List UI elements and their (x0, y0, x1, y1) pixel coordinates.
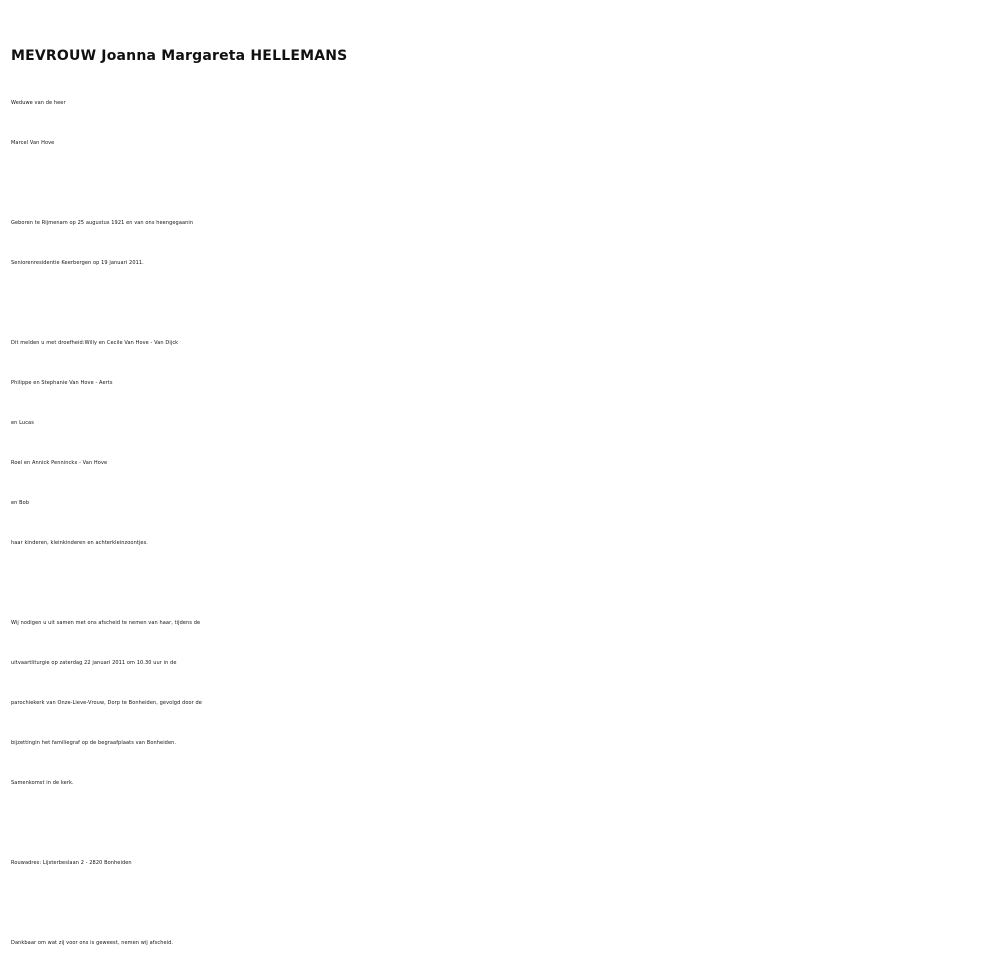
address-block (11, 843, 996, 883)
spouse-line-1: Weduwe van de heer (11, 100, 66, 106)
family-line: Dit melden u met droefheid:Willy en Cecile Van Hove - Van Dijck (11, 340, 179, 346)
mourning-address: Rouwadres: Lijsterbeslaan 2 - 2820 Bonheiden (11, 860, 132, 866)
spouse-block (11, 83, 996, 163)
birth-death-line-1: Geboren te Rijmenam op 25 augustus 1921 en van ons heengegaanin (11, 220, 194, 226)
closing-block (11, 923, 996, 963)
family-line: en Lucas (11, 420, 34, 426)
ceremony-line: parochiekerk van Onze-Lieve-Vrouw, Dorp te Bonheiden, gevolgd door de (11, 700, 202, 706)
family-line: Roel en Annick Penninckx - Van Hove (11, 460, 108, 466)
spacer (11, 883, 996, 923)
family-line: haar kinderen, kleinkinderen en achterkleinzoontjes. (11, 540, 148, 546)
deceased-name-title: MEVROUW Joanna Margareta HELLEMANS (11, 48, 348, 64)
birth-death-line-2: Seniorenresidentie Keerbergen op 19 januari 2011. (11, 260, 144, 266)
ceremony-line: bijzettingin het familiegraf op de begraafplaats van Bonheiden. (11, 740, 177, 746)
family-line: Philippe en Stephanie Van Hove - Aerts (11, 380, 113, 386)
closing-line: Dankbaar om wat zij voor ons is geweest, nemen wij afscheid. (11, 940, 174, 946)
spouse-line-2: Marcel Van Hove (11, 140, 55, 146)
birth-death-block (11, 203, 996, 283)
ceremony-line: Wij nodigen u uit samen met ons afscheid te nemen van haar, tijdens de (11, 620, 201, 626)
spacer (11, 803, 996, 843)
spacer (11, 163, 996, 203)
ceremony-block (11, 603, 996, 803)
ceremony-line: uitvaartliturgie op zaterdag 22 januari 2011 om 10.30 uur in de (11, 660, 177, 666)
ceremony-line: Samenkomst in de kerk. (11, 780, 74, 786)
spacer (11, 283, 996, 323)
spacer (11, 563, 996, 603)
family-block (11, 323, 996, 563)
family-line: en Bob (11, 500, 30, 506)
obituary-document (11, 34, 996, 963)
